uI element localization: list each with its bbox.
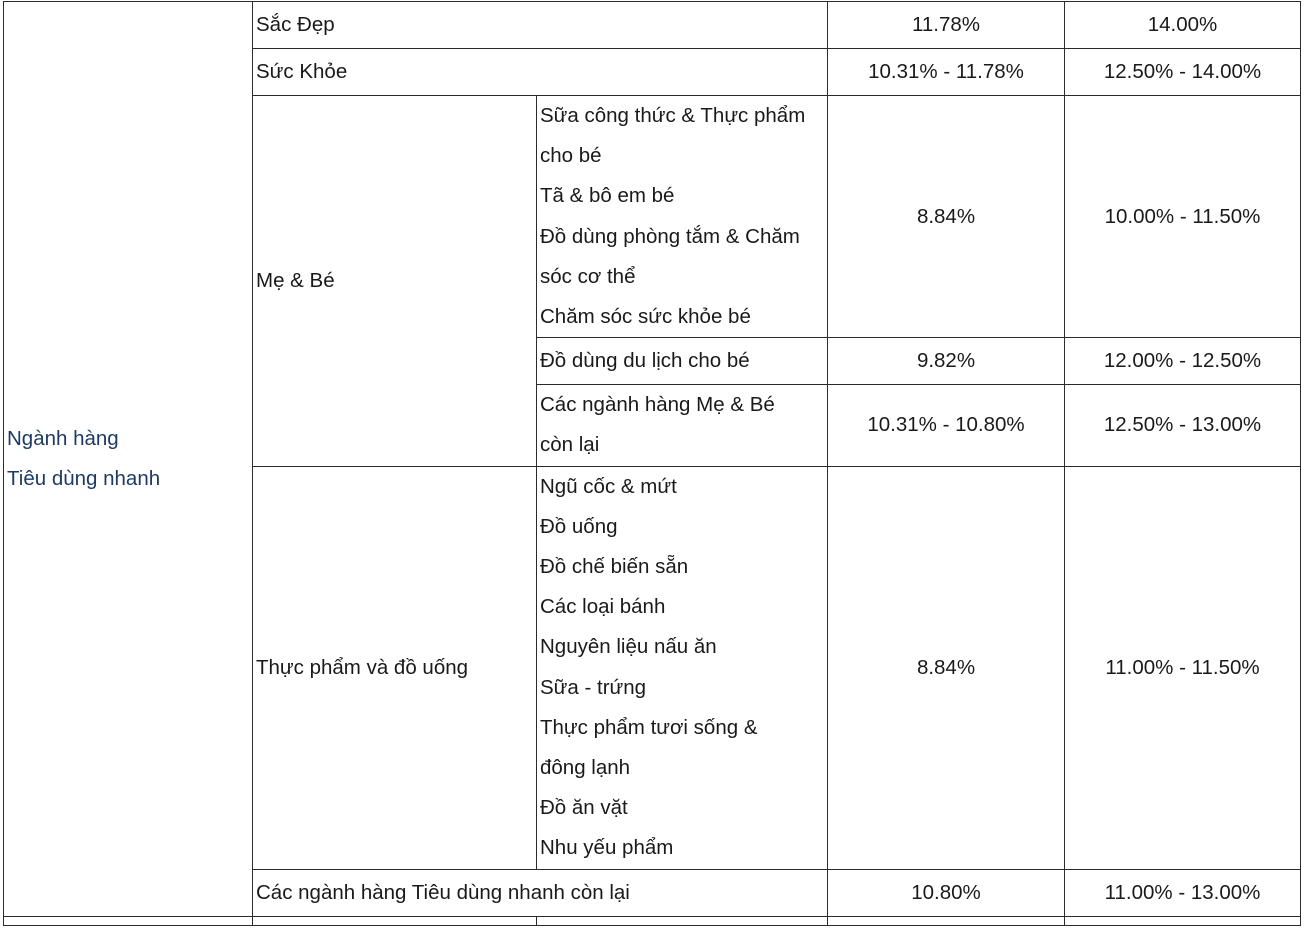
group-cell-fmcg [4,2,253,917]
table-cell [828,916,1065,925]
subcategory-line: Đồ uống [540,514,618,538]
rate-a-cell: 10.31% - 10.80% [828,385,1065,466]
subcategory-cell [537,96,828,338]
table-cell [537,916,828,925]
subcategory-line: Các ngành hàng Mẹ & Bé [540,393,775,417]
subcategory-line: cho bé [540,144,602,168]
subcategory-cell [537,466,828,869]
category-name: Thực phẩm và đồ uống [253,466,537,869]
subcategory-line: Các loại bánh [540,595,666,619]
commission-table [3,1,1301,926]
rate-a-cell: 9.82% [828,338,1065,385]
table-row-partial [4,916,1301,925]
rate-b-cell: 14.00% [1065,2,1301,49]
category-name: Sắc Đẹp [253,2,828,49]
subcategory-line: Ngũ cốc & mứt [540,474,677,498]
subcategory-line: Tã & bô em bé [540,184,675,208]
subcategory-line: Sữa công thức & Thực phẩm [540,104,806,127]
rate-a-cell: 10.31% - 11.78% [828,49,1065,96]
table-row [4,2,1301,49]
subcategory-line: Chăm sóc sức khỏe bé [540,305,751,329]
subcategory-line: Sữa - trứng [540,675,647,699]
subcategory-line: Thực phẩm tươi sống & [540,715,758,739]
subcategory-line: còn lại [540,433,600,457]
rate-a-cell: 10.80% [828,869,1065,916]
subcategory-line: đông lạnh [540,756,631,780]
rate-b-cell: 11.00% - 11.50% [1065,466,1301,869]
subcategory-line: Đồ chế biến sẵn [540,555,689,579]
rate-b-cell: 12.50% - 14.00% [1065,49,1301,96]
category-name: Các ngành hàng Tiêu dùng nhanh còn lại [253,869,828,916]
rate-b-cell: 11.00% - 13.00% [1065,869,1301,916]
group-label-line: Ngành hàng [7,426,119,450]
subcategory-line: sóc cơ thể [540,264,636,288]
subcategory-line: Đồ dùng phòng tắm & Chăm [540,224,800,248]
subcategory-line: Đồ ăn vặt [540,796,628,820]
rate-b-cell: 12.00% - 12.50% [1065,338,1301,385]
subcategory-line: Nguyên liệu nấu ăn [540,635,717,659]
rate-a-cell: 8.84% [828,466,1065,869]
category-name: Mẹ & Bé [253,96,537,467]
rate-a-cell: 8.84% [828,96,1065,338]
rate-b-cell: 12.50% - 13.00% [1065,385,1301,466]
group-label-line: Tiêu dùng nhanh [7,466,161,490]
subcategory-line: Nhu yếu phẩm [540,836,674,860]
table-cell [253,916,537,925]
table-cell [4,916,253,925]
rate-b-cell: 10.00% - 11.50% [1065,96,1301,338]
subcategory-cell [537,385,828,466]
subcategory-cell: Đồ dùng du lịch cho bé [537,338,828,385]
table-cell [1065,916,1301,925]
category-name: Sức Khỏe [253,49,828,96]
rate-a-cell: 11.78% [828,2,1065,49]
